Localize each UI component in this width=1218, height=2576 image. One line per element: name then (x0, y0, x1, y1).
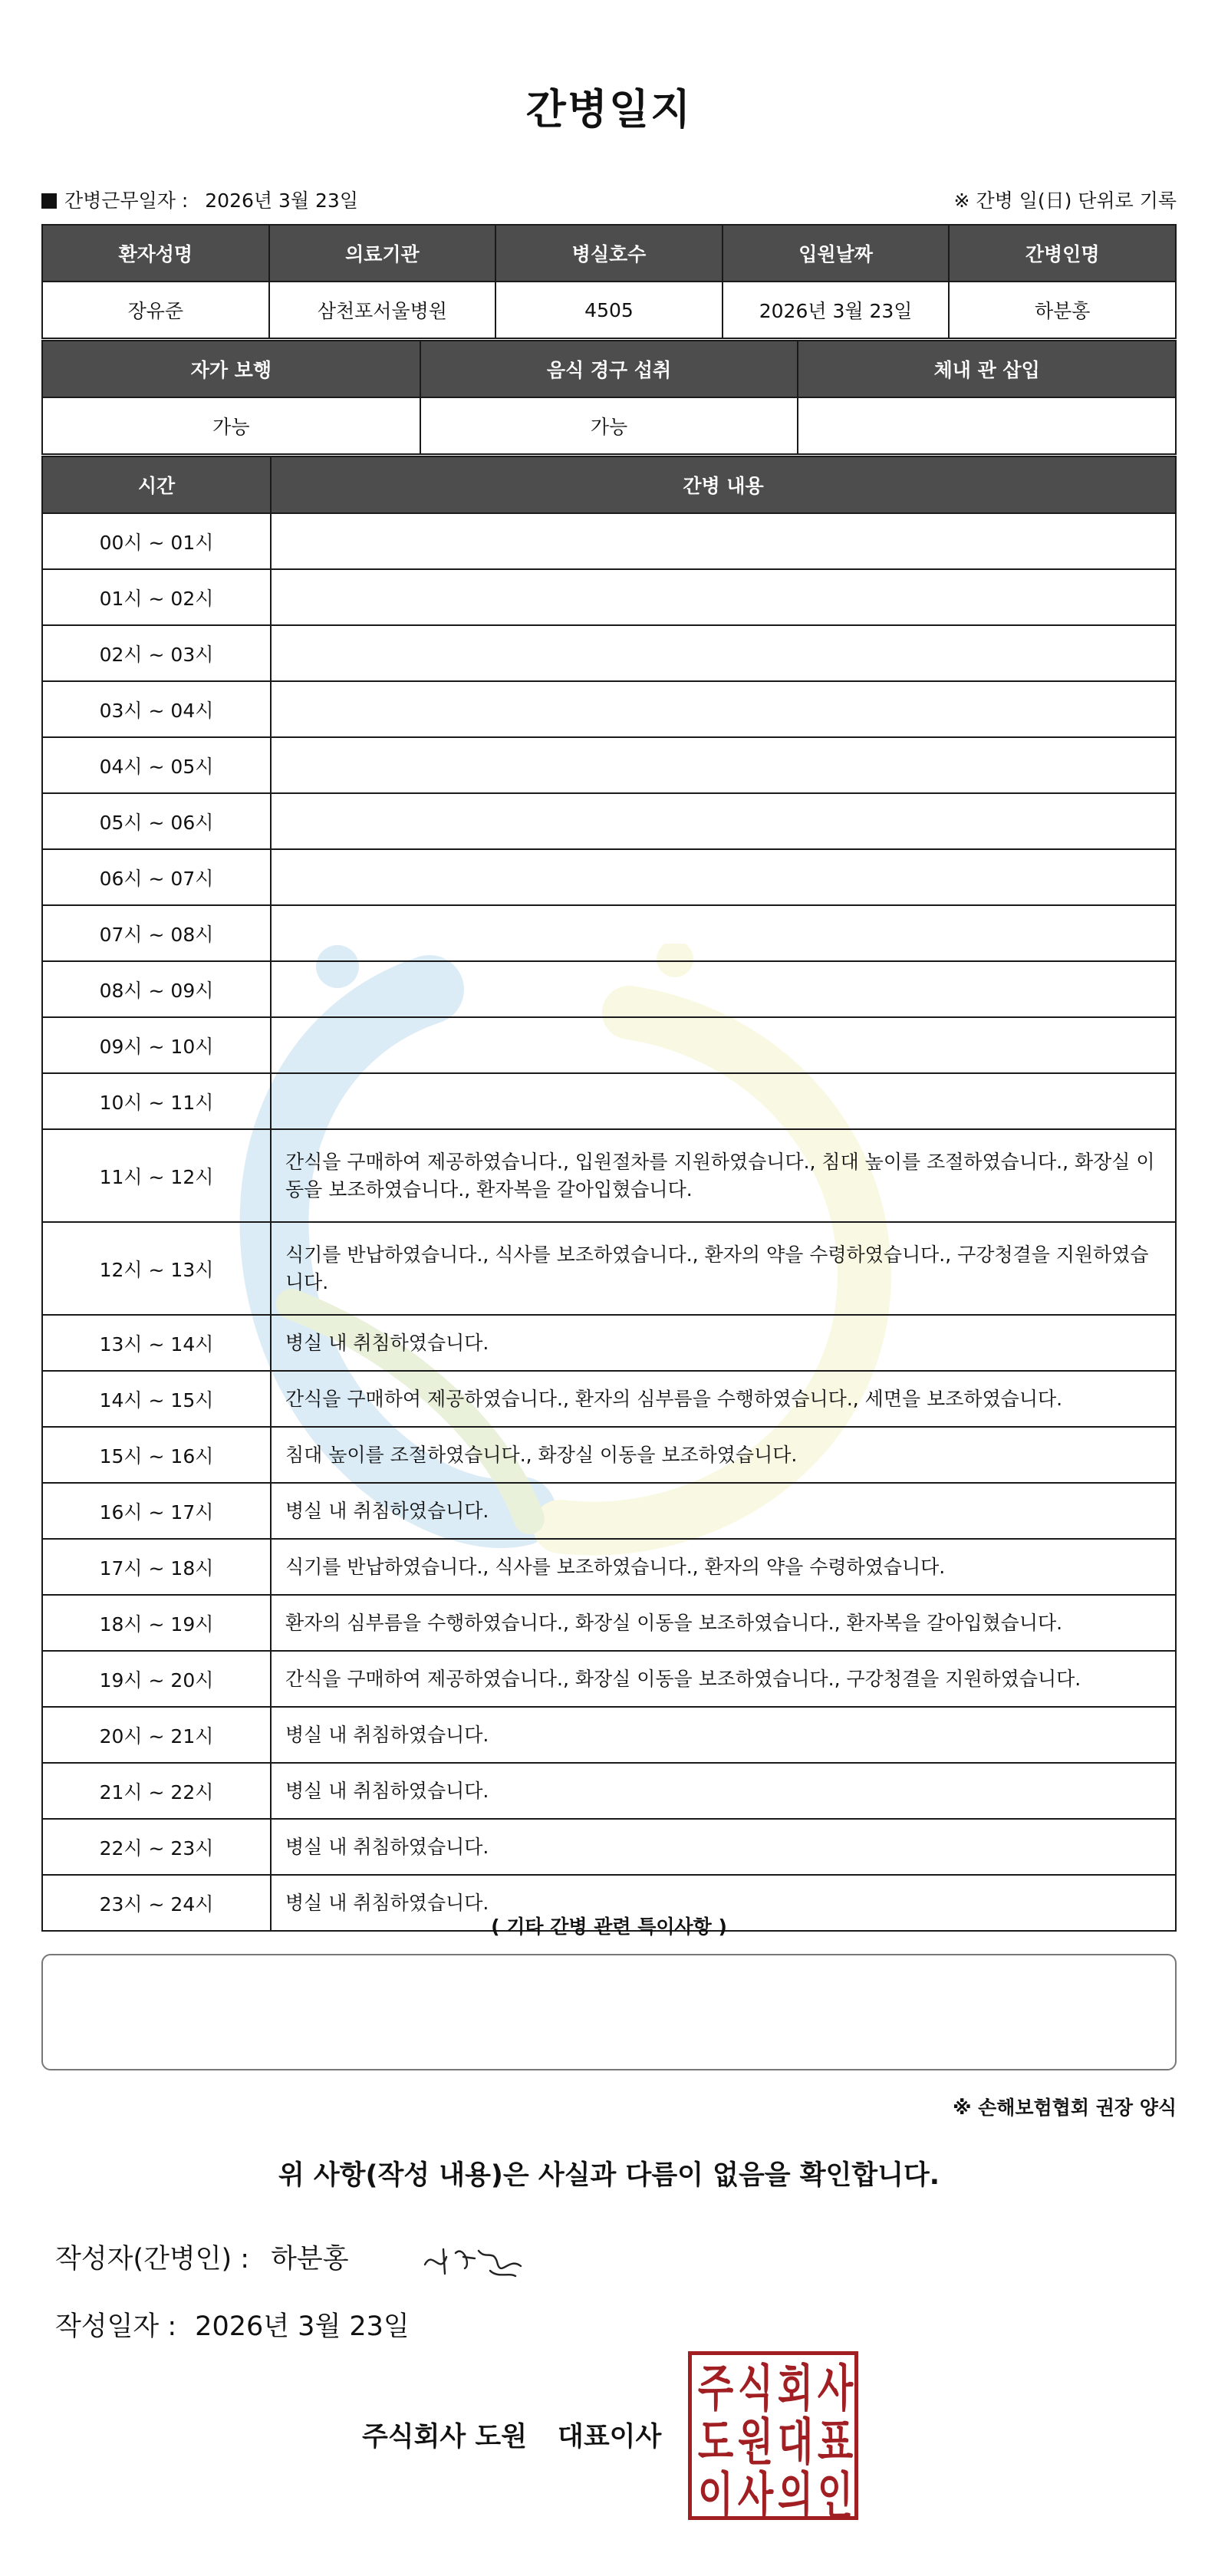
self-walking-value: 가능 (42, 397, 420, 454)
seal-character: 표 (817, 2413, 854, 2471)
table-row (42, 1315, 1176, 1371)
header-time: 시간 (42, 456, 271, 513)
form-note: ※ 손해보험협회 권장 양식 (953, 2097, 1177, 2119)
table-row (42, 1129, 1176, 1222)
written-date: 2026년 3월 23일 (195, 2311, 410, 2342)
company-line (362, 2416, 661, 2454)
care-content (271, 1017, 1176, 1073)
table-row (42, 569, 1176, 625)
seal-character: 사 (737, 2466, 774, 2525)
time-slot: 00시 ~ 01시 (42, 513, 271, 569)
care-content: 병실 내 취침하였습니다. (271, 1763, 1176, 1819)
time-slot: 15시 ~ 16시 (42, 1427, 271, 1483)
care-content (271, 737, 1176, 793)
table-row (42, 1073, 1176, 1129)
header-patient-name: 환자성명 (42, 225, 269, 282)
admission-date: 2026년 3월 23일 (723, 282, 950, 338)
time-slot: 04시 ~ 05시 (42, 737, 271, 793)
caregiver-name: 하분홍 (949, 282, 1176, 338)
work-date-value: 2026년 3월 23일 (205, 189, 358, 212)
time-slot: 20시 ~ 21시 (42, 1707, 271, 1763)
seal-character: 인 (817, 2466, 854, 2525)
care-content (271, 681, 1176, 737)
time-slot: 09시 ~ 10시 (42, 1017, 271, 1073)
handwritten-signature (417, 2234, 532, 2291)
table-row (42, 1017, 1176, 1073)
care-content (271, 793, 1176, 849)
care-content: 병실 내 취침하였습니다. (271, 1483, 1176, 1539)
seal-character: 의 (777, 2466, 814, 2525)
header-room-number: 병실호수 (495, 225, 723, 282)
table-row (42, 1539, 1176, 1595)
writer-name: 하분홍 (271, 2244, 349, 2275)
care-content: 간식을 구매하여 제공하였습니다., 화장실 이동을 보조하였습니다., 구강청결을 지원하였습니다. (271, 1651, 1176, 1707)
time-slot: 05시 ~ 06시 (42, 793, 271, 849)
header-tube-insertion: 체내 관 삽입 (798, 341, 1176, 397)
record-note: ※ 간병 일(日) 단위로 기록 (953, 189, 1177, 212)
care-content: 병실 내 취침하였습니다. (271, 1819, 1176, 1875)
care-content: 식기를 반납하였습니다., 식사를 보조하였습니다., 환자의 약을 수령하였습니다. (271, 1539, 1176, 1595)
company-seal-stamp (688, 2351, 858, 2525)
table-row (42, 905, 1176, 961)
time-slot: 23시 ~ 24시 (42, 1875, 271, 1931)
table-row (42, 681, 1176, 737)
care-content (271, 961, 1176, 1017)
written-date-line (55, 2305, 410, 2344)
oral-intake-value: 가능 (420, 397, 798, 454)
patient-value-row (42, 282, 1176, 338)
care-content (271, 1073, 1176, 1129)
header-caregiver-name: 간병인명 (949, 225, 1176, 282)
work-date (41, 186, 358, 213)
time-slot: 06시 ~ 07시 (42, 849, 271, 905)
care-content (271, 905, 1176, 961)
care-content: 간식을 구매하여 제공하였습니다., 입원절차를 지원하였습니다., 침대 높이를 조절하였습니다., 화장실 이동을 보조하였습니다., 환자복을 갈아입혔습니다. (271, 1129, 1176, 1222)
table-row (42, 1763, 1176, 1819)
care-content: 침대 높이를 조절하였습니다., 화장실 이동을 보조하였습니다. (271, 1427, 1176, 1483)
time-slot: 07시 ~ 08시 (42, 905, 271, 961)
time-slot: 17시 ~ 18시 (42, 1539, 271, 1595)
special-notes-box[interactable] (41, 1954, 1177, 2070)
header-oral-intake: 음식 경구 섭취 (420, 341, 798, 397)
time-slot: 01시 ~ 02시 (42, 569, 271, 625)
time-slot: 08시 ~ 09시 (42, 961, 271, 1017)
patient-header-row (42, 225, 1176, 282)
table-row (42, 1222, 1176, 1315)
table-row (42, 1595, 1176, 1651)
care-content: 병실 내 취침하였습니다. (271, 1875, 1176, 1931)
work-date-label: 간병근무일자 : (64, 189, 189, 212)
time-slot: 14시 ~ 15시 (42, 1371, 271, 1427)
seal-character: 회 (777, 2359, 814, 2417)
table-row (42, 1427, 1176, 1483)
table-row (42, 513, 1176, 569)
seal-character: 이 (697, 2466, 734, 2525)
status-header-row (42, 341, 1176, 397)
company-name: 주식회사 도원 (362, 2422, 528, 2452)
written-date-label: 작성일자 : (55, 2311, 177, 2342)
seal-character: 도 (697, 2413, 734, 2471)
representative-title: 대표이사 (558, 2422, 662, 2452)
time-slot: 10시 ~ 11시 (42, 1073, 271, 1129)
square-bullet-icon (41, 193, 57, 209)
table-row (42, 1707, 1176, 1763)
seal-character: 대 (777, 2413, 814, 2471)
care-content: 간식을 구매하여 제공하였습니다., 환자의 심부름을 수행하였습니다., 세면을 보조하였습니다. (271, 1371, 1176, 1427)
room-number: 4505 (495, 282, 723, 338)
tube-insertion-value (798, 397, 1176, 454)
patient-name: 장유준 (42, 282, 269, 338)
table-row (42, 1819, 1176, 1875)
care-content: 식기를 반납하였습니다., 식사를 보조하였습니다., 환자의 약을 수령하였습니다., 구강청결을 지원하였습니다. (271, 1222, 1176, 1315)
table-row (42, 625, 1176, 681)
header-admission-date: 입원날짜 (723, 225, 950, 282)
table-row (42, 1371, 1176, 1427)
log-rows (42, 513, 1176, 1931)
time-slot: 12시 ~ 13시 (42, 1222, 271, 1315)
care-content: 환자의 심부름을 수행하였습니다., 화장실 이동을 보조하였습니다., 환자복을 갈아입혔습니다. (271, 1595, 1176, 1651)
header-hospital: 의료기관 (269, 225, 496, 282)
time-slot: 16시 ~ 17시 (42, 1483, 271, 1539)
care-content: 병실 내 취침하였습니다. (271, 1707, 1176, 1763)
time-slot: 21시 ~ 22시 (42, 1763, 271, 1819)
time-slot: 22시 ~ 23시 (42, 1819, 271, 1875)
care-content (271, 569, 1176, 625)
patient-status-table (41, 340, 1177, 455)
table-row (42, 849, 1176, 905)
header-self-walking: 자가 보행 (42, 341, 420, 397)
time-slot: 11시 ~ 12시 (42, 1129, 271, 1222)
care-content (271, 513, 1176, 569)
time-slot: 13시 ~ 14시 (42, 1315, 271, 1371)
table-row (42, 1483, 1176, 1539)
seal-character: 주 (697, 2359, 734, 2417)
time-slot: 03시 ~ 04시 (42, 681, 271, 737)
patient-info-table (41, 224, 1177, 339)
writer-line (55, 2238, 349, 2276)
special-notes-title: ( 기타 간병 관련 특이사항 ) (491, 1916, 727, 1938)
time-slot: 18시 ~ 19시 (42, 1595, 271, 1651)
hospital-name: 삼천포서울병원 (269, 282, 496, 338)
care-content (271, 625, 1176, 681)
status-value-row (42, 397, 1176, 454)
care-log-table (41, 456, 1177, 1932)
table-row (42, 793, 1176, 849)
seal-character: 원 (737, 2413, 774, 2471)
header-care-content: 간병 내용 (271, 456, 1176, 513)
time-slot: 19시 ~ 20시 (42, 1651, 271, 1707)
document-title: 간병일지 (525, 85, 693, 133)
seal-character: 사 (817, 2359, 854, 2417)
time-slot: 02시 ~ 03시 (42, 625, 271, 681)
writer-label: 작성자(간병인) : (55, 2244, 250, 2275)
table-row (42, 737, 1176, 793)
care-content (271, 849, 1176, 905)
table-row (42, 961, 1176, 1017)
log-header-row (42, 456, 1176, 513)
table-row (42, 1651, 1176, 1707)
care-content: 병실 내 취침하였습니다. (271, 1315, 1176, 1371)
confirmation-statement: 위 사항(작성 내용)은 사실과 다름이 없음을 확인합니다. (278, 2160, 940, 2191)
seal-character: 식 (737, 2359, 774, 2417)
